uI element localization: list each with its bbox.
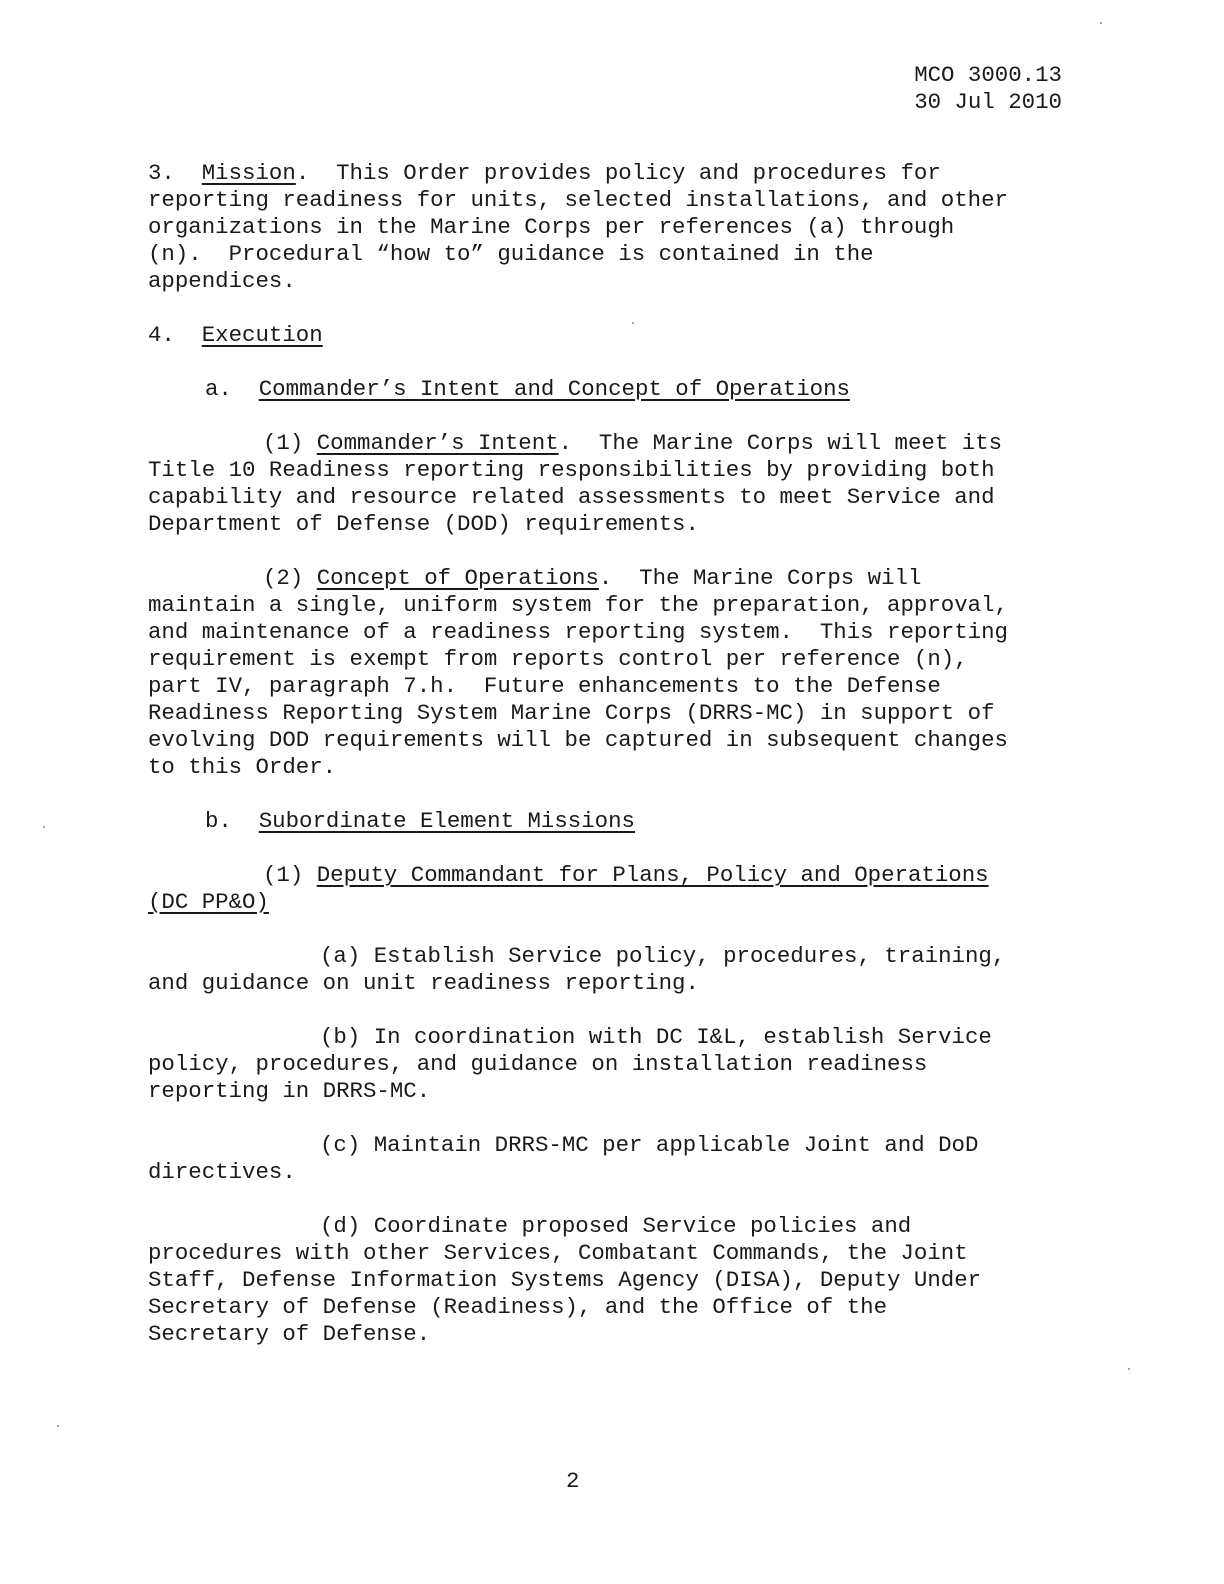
- a2-text: requirement is exempt from reports control per reference (n),: [148, 646, 968, 672]
- a2-text: to this Order.: [148, 754, 337, 780]
- section-a-heading: [205, 376, 850, 403]
- b1d-first-line: (d) Coordinate proposed Service policies and: [320, 1213, 912, 1239]
- a1-text: capability and resource related assessments to meet Service and: [148, 484, 995, 510]
- b1-title-cont: (DC PP&O): [148, 889, 269, 915]
- paragraph-3-text: (n). Procedural “how to” guidance is contained in the: [148, 241, 874, 267]
- a2-text: maintain a single, uniform system for the preparation, approval,: [148, 592, 1008, 618]
- a1-title: Commander’s Intent: [316, 430, 559, 456]
- b1d-text: Secretary of Defense.: [148, 1321, 431, 1347]
- scan-speck: [632, 322, 634, 324]
- order-number: MCO 3000.13: [914, 62, 1062, 88]
- b1a-text: and guidance on unit readiness reporting.: [148, 970, 699, 996]
- b1a-first-line: (a) Establish Service policy, procedures, training,: [320, 943, 1006, 969]
- paragraph-3-text: appendices.: [148, 268, 296, 294]
- paragraph-4-heading: [148, 322, 323, 349]
- a1-number: (1): [263, 430, 304, 456]
- b1b-text: policy, procedures, and guidance on installation readiness: [148, 1051, 928, 1077]
- paragraph-3-text: organizations in the Marine Corps per references (a) through: [148, 214, 955, 240]
- paragraph-4-title: Execution: [201, 322, 323, 348]
- a2-text: Readiness Reporting System Marine Corps (DRRS-MC) in support of: [148, 700, 995, 726]
- b1d-text: Secretary of Defense (Readiness), and the Office of the: [148, 1294, 888, 1320]
- section-b-heading: [205, 808, 635, 835]
- b1b-first-line: (b) In coordination with DC I&L, establish Service: [320, 1024, 992, 1050]
- b1-heading-cont: [148, 889, 269, 916]
- paragraph-4-number: 4.: [148, 322, 175, 348]
- a2-text: . The Marine Corps will: [598, 565, 922, 591]
- a1-text: Department of Defense (DOD) requirements.: [148, 511, 699, 537]
- order-date: 30 Jul 2010: [914, 89, 1062, 115]
- a1-text: . The Marine Corps will meet its: [558, 430, 1003, 456]
- section-a-title: Commander’s Intent and Concept of Operations: [258, 376, 850, 402]
- a2-text: part IV, paragraph 7.h. Future enhancements to the Defense: [148, 673, 941, 699]
- a2-number: (2): [263, 565, 304, 591]
- scan-speck: [1100, 22, 1102, 24]
- section-b-title: Subordinate Element Missions: [258, 808, 635, 834]
- section-a-number: a.: [205, 376, 232, 402]
- scan-speck: [43, 826, 45, 828]
- a2-first-line: [263, 565, 921, 592]
- b1-heading: [263, 862, 989, 889]
- a2-text: and maintenance of a readiness reporting system. This reporting: [148, 619, 1008, 645]
- section-b-number: b.: [205, 808, 232, 834]
- paragraph-3-number: 3.: [148, 160, 175, 186]
- scan-speck: [57, 1425, 59, 1427]
- paragraph-3-text: reporting readiness for units, selected installations, and other: [148, 187, 1008, 213]
- page-number: 2: [566, 1468, 580, 1494]
- b1b-text: reporting in DRRS-MC.: [148, 1078, 431, 1104]
- paragraph-3-title: Mission: [201, 160, 296, 186]
- b1d-text: Staff, Defense Information Systems Agency (DISA), Deputy Under: [148, 1267, 982, 1293]
- b1d-text: procedures with other Services, Combatant Commands, the Joint: [148, 1240, 968, 1266]
- a2-title: Concept of Operations: [316, 565, 599, 591]
- paragraph-3-text: . This Order provides policy and procedures for: [295, 160, 941, 186]
- paragraph-3-first-line: [148, 160, 941, 187]
- b1-number: (1): [263, 862, 304, 888]
- a2-text: evolving DOD requirements will be captured in subsequent changes: [148, 727, 1008, 753]
- b1-title: Deputy Commandant for Plans, Policy and Operations: [316, 862, 989, 888]
- b1c-first-line: (c) Maintain DRRS-MC per applicable Joint and DoD: [320, 1132, 979, 1158]
- a1-text: Title 10 Readiness reporting responsibilities by providing both: [148, 457, 995, 483]
- scan-speck: [1128, 1368, 1130, 1370]
- a1-first-line: [263, 430, 1002, 457]
- b1c-text: directives.: [148, 1159, 296, 1185]
